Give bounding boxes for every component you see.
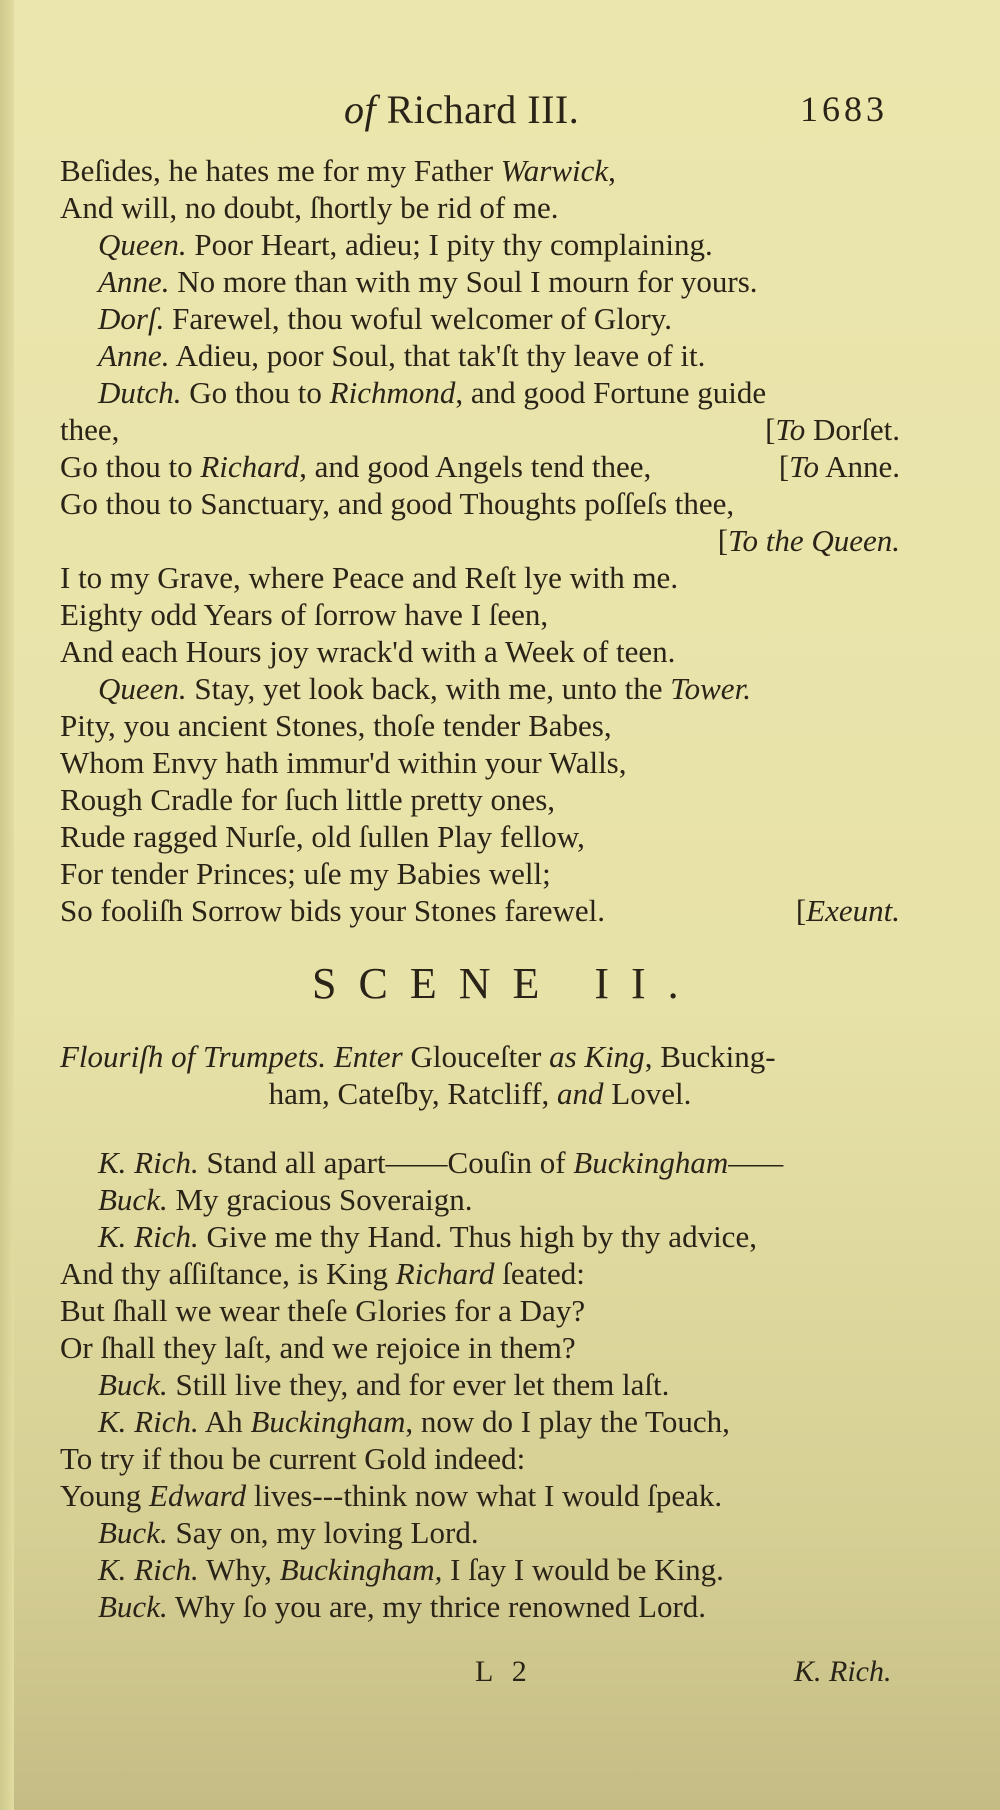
text-segment: Go thou to Sanctuary, and good Thoughts poſſeſs thee, (60, 486, 735, 521)
stage-direction (765, 411, 900, 448)
text-segment-italic: K. Rich. (98, 1552, 199, 1587)
text-line (60, 1551, 900, 1588)
line-text (60, 337, 705, 374)
stage-direction-segment: [ (795, 893, 807, 928)
stage-direction-segment: Dorſet. (805, 412, 900, 447)
text-line (60, 1144, 900, 1181)
text-segment: Glouceſter (402, 1039, 550, 1074)
line-text (60, 1477, 722, 1514)
line-text (60, 744, 627, 781)
text-segment: To try if thou be current Gold indeed: (60, 1441, 526, 1476)
text-segment-italic: and (557, 1076, 604, 1111)
text-segment-italic: Dorſ. (98, 301, 165, 336)
text-segment: , and good Fortune guide (455, 375, 767, 410)
text-segment-italic: Buck. (98, 1367, 168, 1402)
text-line (60, 189, 900, 226)
text-segment-italic: Richard, (200, 449, 307, 484)
stage-direction-segment-italic: Exeunt. (806, 893, 900, 928)
text-segment: Stay, yet look back, with me, unto the (186, 671, 671, 706)
text-segment: Farewel, thou woful welcomer of Glory. (164, 301, 672, 336)
text-segment: And thy aſſiſtance, is King (60, 1256, 396, 1291)
stage-direction-segment-italic: To (775, 412, 806, 447)
text-segment: Young (60, 1478, 150, 1513)
line-text (60, 1038, 776, 1075)
line-text (60, 892, 605, 929)
text-segment: Whom Envy hath immur'd within your Walls, (60, 745, 627, 780)
text-line (60, 1588, 900, 1625)
text-segment-italic: Dutch. (98, 375, 182, 410)
text-line (60, 1218, 900, 1255)
line-text (60, 1144, 783, 1181)
text-segment: Go thou to (60, 449, 201, 484)
text-segment: For tender Princes; uſe my Babies well; (60, 856, 551, 891)
line-text (60, 670, 751, 707)
text-segment: And will, no doubt, ſhortly be rid of me. (60, 190, 559, 225)
text-segment: But ſhall we wear theſe Glories for a Day? (60, 1293, 586, 1328)
scene-two-text (60, 1144, 900, 1625)
line-text (60, 1551, 724, 1588)
text-segment-italic: Flouriſh of Trumpets. (60, 1039, 327, 1074)
text-segment: Stand all apart——Couſin of (198, 1145, 574, 1180)
page-number: 1683 (800, 89, 888, 129)
running-head-title: Richard III. (376, 87, 580, 132)
line-text (60, 152, 616, 189)
stage-direction (796, 892, 900, 929)
text-segment: Say on, my loving Lord. (167, 1515, 479, 1550)
line-text (60, 1440, 525, 1477)
stage-direction-segment: [ (717, 523, 729, 558)
text-line (60, 1075, 900, 1112)
text-segment: , (608, 153, 616, 188)
text-segment-italic: as King (549, 1039, 645, 1074)
stage-direction-entrance (60, 1038, 900, 1112)
text-segment-italic: K. Rich. (98, 1404, 199, 1439)
text-line (60, 522, 900, 559)
text-segment: thee, (60, 412, 120, 447)
line-text (60, 1329, 576, 1366)
stage-direction-segment: [ (765, 412, 776, 447)
line-text (60, 263, 758, 300)
line-text (60, 818, 585, 855)
text-segment-italic: Enter (333, 1039, 403, 1074)
text-segment: And each Hours joy wrack'd with a Week of teen. (60, 634, 676, 669)
signature-mark: L 2 (475, 1655, 533, 1688)
line-text (269, 1075, 692, 1112)
line-text (60, 189, 559, 226)
text-line (60, 337, 900, 374)
line-text (60, 1366, 669, 1403)
text-line (60, 263, 900, 300)
text-segment-italic: Buckingham—— (573, 1145, 784, 1180)
scene-heading: SCENE II. (312, 959, 701, 1008)
line-text (60, 1218, 757, 1255)
text-segment-italic: Queen. (98, 227, 187, 262)
text-segment: , Bucking- (644, 1039, 776, 1074)
text-segment: Give me thy Hand. Thus high by thy advice, (198, 1219, 757, 1254)
text-segment-italic: Buck. (98, 1182, 168, 1217)
text-line (60, 1403, 900, 1440)
text-line (60, 226, 900, 263)
text-line (60, 1440, 900, 1477)
text-segment: I to my Grave, where Peace and Reſt lye with me. (60, 560, 679, 595)
text-line (60, 633, 900, 670)
text-segment: Why, (198, 1552, 280, 1587)
text-segment: Beſides, he hates me for my Father (60, 153, 501, 188)
text-line (60, 892, 900, 929)
text-segment: Lovel. (603, 1076, 692, 1111)
text-line (60, 1329, 900, 1366)
line-text (60, 226, 713, 263)
text-segment: Ah (198, 1404, 251, 1439)
text-segment-italic: Anne. (98, 264, 170, 299)
text-segment: So fooliſh Sorrow bids your Stones farewel. (60, 893, 606, 928)
stage-direction-segment: Anne. (819, 449, 900, 484)
text-line (60, 1477, 900, 1514)
text-line (60, 300, 900, 337)
text-segment: My gracious Soveraign. (167, 1182, 473, 1217)
text-segment: Eighty odd Years of ſorrow have I ſeen, (60, 597, 549, 632)
stage-direction-segment-italic: To the Queen. (728, 523, 900, 558)
text-segment: No more than with my Soul I mourn for yours. (169, 264, 758, 299)
text-segment-italic: Edward (149, 1478, 247, 1513)
text-segment: ſeated: (494, 1256, 585, 1291)
text-line (60, 374, 900, 411)
text-segment-italic: Tower. (670, 671, 751, 706)
text-line (60, 744, 900, 781)
text-segment-italic: K. Rich. (98, 1219, 199, 1254)
text-line (60, 1255, 900, 1292)
text-line (60, 485, 900, 522)
line-text (60, 485, 734, 522)
text-line (60, 855, 900, 892)
line-text (60, 448, 651, 485)
stage-direction-segment-italic: To (789, 449, 820, 484)
text-line (60, 1181, 900, 1218)
text-line (60, 1514, 900, 1551)
text-segment: Still live they, and for ever let them laſt. (167, 1367, 670, 1402)
line-text (60, 633, 675, 670)
text-line (60, 559, 900, 596)
text-segment: , now do I play the Touch, (405, 1404, 730, 1439)
text-segment: Poor Heart, adieu; I pity thy complaining. (186, 227, 713, 262)
text-segment: and good Angels tend thee, (306, 449, 652, 484)
text-line (60, 707, 900, 744)
text-line (60, 1366, 900, 1403)
text-line (60, 448, 900, 485)
running-head-prefix: of (344, 87, 377, 132)
text-line (60, 670, 900, 707)
text-segment: ham, Cateſby, Ratcliff, (268, 1076, 558, 1111)
line-text (60, 1514, 479, 1551)
text-segment: Rude ragged Nurſe, old ſullen Play fellow, (60, 819, 585, 854)
stage-direction (779, 448, 900, 485)
line-text (60, 855, 551, 892)
scene-one-text (60, 152, 900, 929)
line-text (60, 1255, 585, 1292)
text-segment-italic: Warwick (500, 153, 609, 188)
line-text (60, 1292, 585, 1329)
text-segment-italic: K. Rich. (98, 1145, 199, 1180)
text-line (60, 596, 900, 633)
text-line (60, 1292, 900, 1329)
text-segment: Adieu, poor Soul, that tak'ſt thy leave of it. (169, 338, 706, 373)
text-segment-italic: Buck. (98, 1515, 168, 1550)
text-segment: I ſay I would be King. (442, 1552, 724, 1587)
text-segment: Or ſhall they laſt, and we rejoice in them? (60, 1330, 576, 1365)
page-gutter-shadow (0, 0, 14, 1810)
text-segment: Why ſo you are, my thrice renowned Lord. (167, 1589, 707, 1624)
line-text (60, 1403, 730, 1440)
text-line (60, 152, 900, 189)
text-segment-italic: Buckingham (250, 1404, 406, 1439)
text-segment: Rough Cradle for ſuch little pretty ones, (60, 782, 556, 817)
running-head (344, 86, 579, 133)
text-segment-italic: Queen. (98, 671, 187, 706)
line-text (60, 781, 555, 818)
text-line (60, 781, 900, 818)
line-text (60, 411, 119, 448)
text-line (60, 411, 900, 448)
text-segment: Pity, you ancient Stones, thoſe tender Babes, (60, 708, 612, 743)
text-line (60, 818, 900, 855)
line-text (60, 300, 672, 337)
line-text (60, 1181, 473, 1218)
text-segment: lives---think now what I would ſpeak. (246, 1478, 723, 1513)
text-segment-italic: Anne. (98, 338, 170, 373)
text-segment: Go thou to (181, 375, 330, 410)
text-segment-italic: Richmond (329, 375, 456, 410)
line-text (60, 596, 548, 633)
text-segment-italic: Richard (395, 1256, 495, 1291)
text-segment (326, 1039, 334, 1074)
stage-direction (718, 522, 900, 559)
text-segment-italic: Buckingham, (279, 1552, 443, 1587)
line-text (60, 559, 678, 596)
line-text (60, 1588, 706, 1625)
line-text (60, 707, 612, 744)
catchword: K. Rich. (794, 1655, 892, 1688)
text-line (60, 1038, 900, 1075)
stage-direction-segment: [ (778, 449, 790, 484)
line-text (60, 374, 766, 411)
text-segment-italic: Buck. (98, 1589, 168, 1624)
